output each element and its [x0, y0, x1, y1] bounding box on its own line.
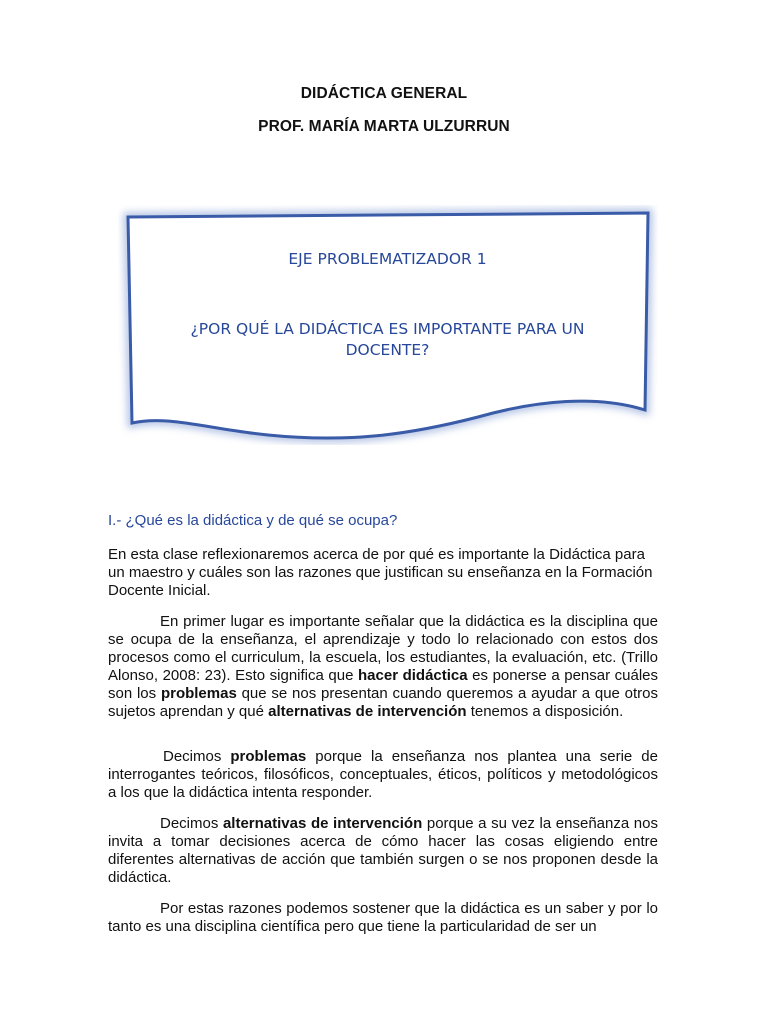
text: porque a su vez la enseñanza nos invita a tomar decisiones acerca de cómo hacer las cosas eligiendo entre diferentes alternativas de acción que también surgen o se nos proponen desde la didáctica.: [108, 815, 658, 886]
emphasis-alternativas: alternativas de intervención: [222, 815, 423, 832]
section-heading: I.- ¿Qué es la didáctica y de qué se ocupa?: [108, 512, 398, 529]
box-question-line1: ¿POR QUÉ LA DIDÁCTICA ES IMPORTANTE PARA UN: [190, 320, 585, 338]
paragraph-problemas: [108, 748, 658, 802]
box-question-line2: DOCENTE?: [345, 341, 430, 359]
emphasis-problemas: problemas: [160, 685, 237, 702]
paragraph-definition: [108, 613, 658, 721]
emphasis-alternativas: alternativas de intervención: [268, 703, 467, 720]
text: En primer lugar es importante señalar que la didáctica es la disciplina que se ocupa de la enseñanza, el aprendizaje y todo lo relacionado con estos dos procesos como el curriculum, la escuela, los estudiantes, la evaluación, etc. (Trillo Alonso, 2008: 23). Esto significa que: [108, 613, 658, 684]
text: que se nos presentan cuando queremos a ayudar a que otros sujetos aprendan y qué: [108, 685, 659, 720]
course-title: DIDÁCTICA GENERAL: [300, 85, 468, 102]
professor-name: PROF. MARÍA MARTA ULZURRUN: [258, 118, 510, 135]
box-title: EJE PROBLEMATIZADOR 1: [288, 250, 487, 268]
text: tenemos a disposición.: [466, 703, 624, 720]
paragraph-alternativas: [108, 815, 658, 887]
paragraph-intro: En esta clase reflexionaremos acerca de por qué es importante la Didáctica para un maestro y cuáles son las razones que justifican su enseñanza en la Formación Docente Inicial.: [108, 546, 653, 599]
text: Decimos: [163, 748, 231, 765]
text: es ponerse a pensar cuáles son los: [108, 667, 659, 702]
emphasis-hacer-didactica: hacer didáctica: [358, 667, 468, 684]
paragraph-conclusion: Por estas razones podemos sostener que la didáctica es un saber y por lo tanto es una disciplina científica pero que tiene la particularidad de ser un: [108, 900, 658, 935]
emphasis-problemas: problemas: [230, 748, 307, 765]
text: Decimos: [160, 815, 223, 832]
box-question: [135, 319, 640, 361]
text: porque la enseñanza nos plantea una serie de interrogantes teóricos, filosóficos, conceptuales, éticos, políticos y metodológicos a los que la didáctica intenta responder.: [108, 748, 658, 801]
